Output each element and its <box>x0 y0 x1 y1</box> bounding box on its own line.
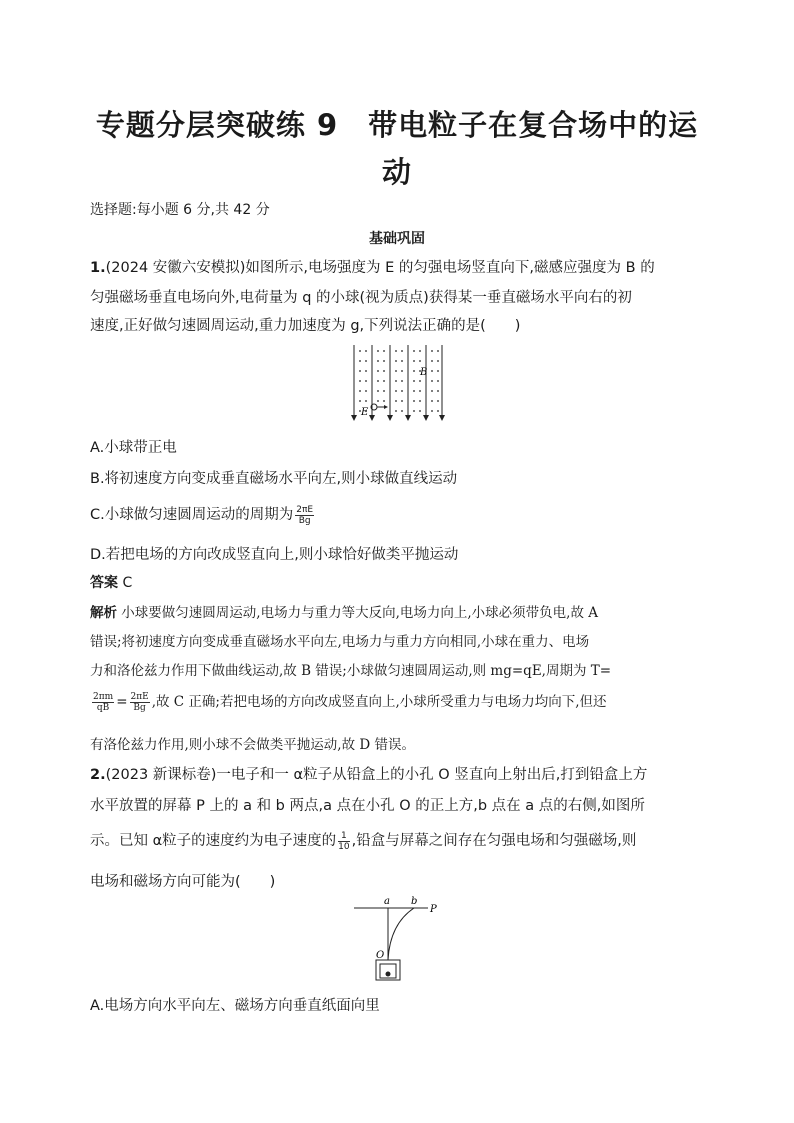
fraction-numerator: 2πm <box>93 692 114 702</box>
field-dot <box>419 380 421 382</box>
field-dot <box>395 370 397 372</box>
field-dot <box>365 390 367 392</box>
fraction-denominator: Bg <box>133 703 146 713</box>
field-dot <box>413 350 415 352</box>
field-dot <box>383 350 385 352</box>
field-dot <box>377 380 379 382</box>
option-c-fraction <box>295 505 314 526</box>
section-heading: 基础巩固 <box>369 231 425 247</box>
field-dot <box>431 370 433 372</box>
fraction-numerator: 1 <box>338 831 349 842</box>
field-dot <box>365 350 367 352</box>
field-dot <box>377 370 379 372</box>
point-b-label: b <box>411 896 418 907</box>
field-dot <box>437 350 439 352</box>
field-dot <box>401 360 403 362</box>
score-info: 选择题:每小题 6 分,共 42 分 <box>90 202 270 218</box>
field-dot <box>395 380 397 382</box>
answer-line <box>90 572 710 592</box>
field-dot <box>395 390 397 392</box>
field-dot <box>365 380 367 382</box>
question-2-line-1 <box>90 763 710 784</box>
answer-value: C <box>122 575 133 591</box>
question-2-text: (2023 新课标卷)一电子和一 α粒子从铅盒上的小孔 O 竖直向上射出后,打到铅盒上方 <box>105 767 648 783</box>
field-dot <box>377 350 379 352</box>
field-dot <box>383 360 385 362</box>
field-dot <box>413 410 415 412</box>
field-dot <box>431 390 433 392</box>
question-2-option-a: A.电场方向水平向左、磁场方向垂直纸面向里 <box>90 998 380 1014</box>
explanation-fraction-1 <box>92 692 114 713</box>
field-dot <box>431 410 433 412</box>
question-2-line-3 <box>90 829 710 852</box>
field-dot <box>437 390 439 392</box>
explanation-text: ,故 C 正确;若把电场的方向改成竖直向上,小球所受重力与电场力均向下,但还 <box>151 694 607 710</box>
field-dot <box>437 400 439 402</box>
field-dot <box>401 410 403 412</box>
field-dot <box>437 410 439 412</box>
page-title: 专题分层突破练 9 带电粒子在复合场中的运 <box>95 108 699 142</box>
explanation-line-1 <box>90 601 710 621</box>
question-1-text: (2024 安徽六安模拟)如图所示,电场强度为 E 的匀强电场竖直向下,磁感应强度为 B 的 <box>105 260 655 276</box>
field-dot <box>431 380 433 382</box>
field-dot <box>431 400 433 402</box>
question-1-line-2: 匀强磁场垂直电场向外,电荷量为 q 的小球(视为质点)获得某一垂直磁场水平向右的初 <box>90 290 632 306</box>
field-dot <box>431 350 433 352</box>
fraction-denominator: 10 <box>338 841 350 852</box>
question-2-text: 示。已知 α粒子的速度约为电子速度的 <box>90 833 337 849</box>
field-dot <box>359 370 361 372</box>
hole-o-label: O <box>376 950 385 961</box>
fraction-numerator: 2πE <box>296 504 314 515</box>
question-2-line-2: 水平放置的屏幕 P 上的 a 和 b 两点,a 点在小孔 O 的正上方,b 点在 a 点的右侧,如图所 <box>90 798 645 814</box>
field-dot <box>377 390 379 392</box>
field-dot <box>437 380 439 382</box>
fraction-denominator: qB <box>96 703 110 713</box>
field-dot <box>413 390 415 392</box>
field-dot <box>401 350 403 352</box>
field-dot <box>365 400 367 402</box>
option-d: D.若把电场的方向改成竖直向上,则小球恰好做类平抛运动 <box>90 547 459 563</box>
point-a-label: a <box>384 896 390 907</box>
explanation-line-2: 错误;将初速度方向变成垂直磁场水平向左,电场力与重力方向相同,小球在重力、电场 <box>90 634 590 650</box>
question-1-line-1 <box>90 256 710 277</box>
field-dot <box>359 390 361 392</box>
explanation-line-3: 力和洛伦兹力作用下做曲线运动,故 B 错误;小球做匀速圆周运动,则 mg=qE,周期为 T= <box>90 663 612 679</box>
speed-ratio-fraction <box>338 831 349 852</box>
fraction-denominator: Bg <box>298 515 311 526</box>
question-2-text: ,铅盒与屏幕之间存在匀强电场和匀强磁场,则 <box>351 833 637 849</box>
field-dot <box>365 370 367 372</box>
b-field-label: B <box>420 367 428 378</box>
field-dot <box>365 360 367 362</box>
field-dot <box>359 380 361 382</box>
answer-label: 答案 <box>90 575 118 591</box>
field-dot <box>383 400 385 402</box>
field-dot <box>413 360 415 362</box>
field-dot <box>383 380 385 382</box>
field-dot <box>395 360 397 362</box>
equals-sign: = <box>116 694 128 710</box>
option-c-text: C.小球做匀速圆周运动的周期为 <box>90 507 294 523</box>
field-dot <box>413 370 415 372</box>
field-dot <box>437 360 439 362</box>
field-dot <box>437 370 439 372</box>
fraction-numerator: 2πE <box>130 692 149 702</box>
field-dot <box>359 350 361 352</box>
field-dot <box>377 360 379 362</box>
explanation-fraction-2 <box>130 692 150 713</box>
field-dot <box>395 350 397 352</box>
question-number: 2. <box>90 767 106 783</box>
lead-box-diagram <box>350 894 450 984</box>
field-dot <box>401 390 403 392</box>
field-dot <box>359 400 361 402</box>
field-dot <box>419 360 421 362</box>
field-dot <box>401 380 403 382</box>
field-dot <box>377 400 379 402</box>
field-dot <box>419 390 421 392</box>
field-diagram <box>350 343 450 425</box>
page-title-continued: 动 <box>381 155 412 189</box>
explanation-text: 小球要做匀速圆周运动,电场力与重力等大反向,电场力向上,小球必须带负电,故 A <box>121 605 599 621</box>
field-dot <box>383 370 385 372</box>
explanation-line-5: 有洛伦兹力作用,则小球不会做类平抛运动,故 D 错误。 <box>90 737 415 753</box>
option-b: B.将初速度方向变成垂直磁场水平向左,则小球做直线运动 <box>90 471 458 487</box>
field-dot <box>419 400 421 402</box>
field-dot <box>359 360 361 362</box>
field-dot <box>413 380 415 382</box>
explanation-line-4 <box>90 690 710 713</box>
option-a: A.小球带正电 <box>90 440 177 456</box>
field-dot <box>419 410 421 412</box>
field-dot <box>401 370 403 372</box>
explanation-label: 解析 <box>90 605 117 621</box>
e-field-label: E <box>361 407 369 418</box>
field-dot <box>395 410 397 412</box>
question-1-line-3: 速度,正好做匀速圆周运动,重力加速度为 g,下列说法正确的是( ) <box>90 318 521 334</box>
field-dot <box>401 400 403 402</box>
field-dot <box>431 360 433 362</box>
field-dot <box>419 350 421 352</box>
field-dot <box>413 400 415 402</box>
field-dot <box>395 400 397 402</box>
question-2-line-4: 电场和磁场方向可能为( ) <box>90 874 276 890</box>
option-c <box>90 503 710 526</box>
question-number: 1. <box>90 260 106 276</box>
field-dot <box>383 390 385 392</box>
screen-p-label: P <box>430 904 437 915</box>
